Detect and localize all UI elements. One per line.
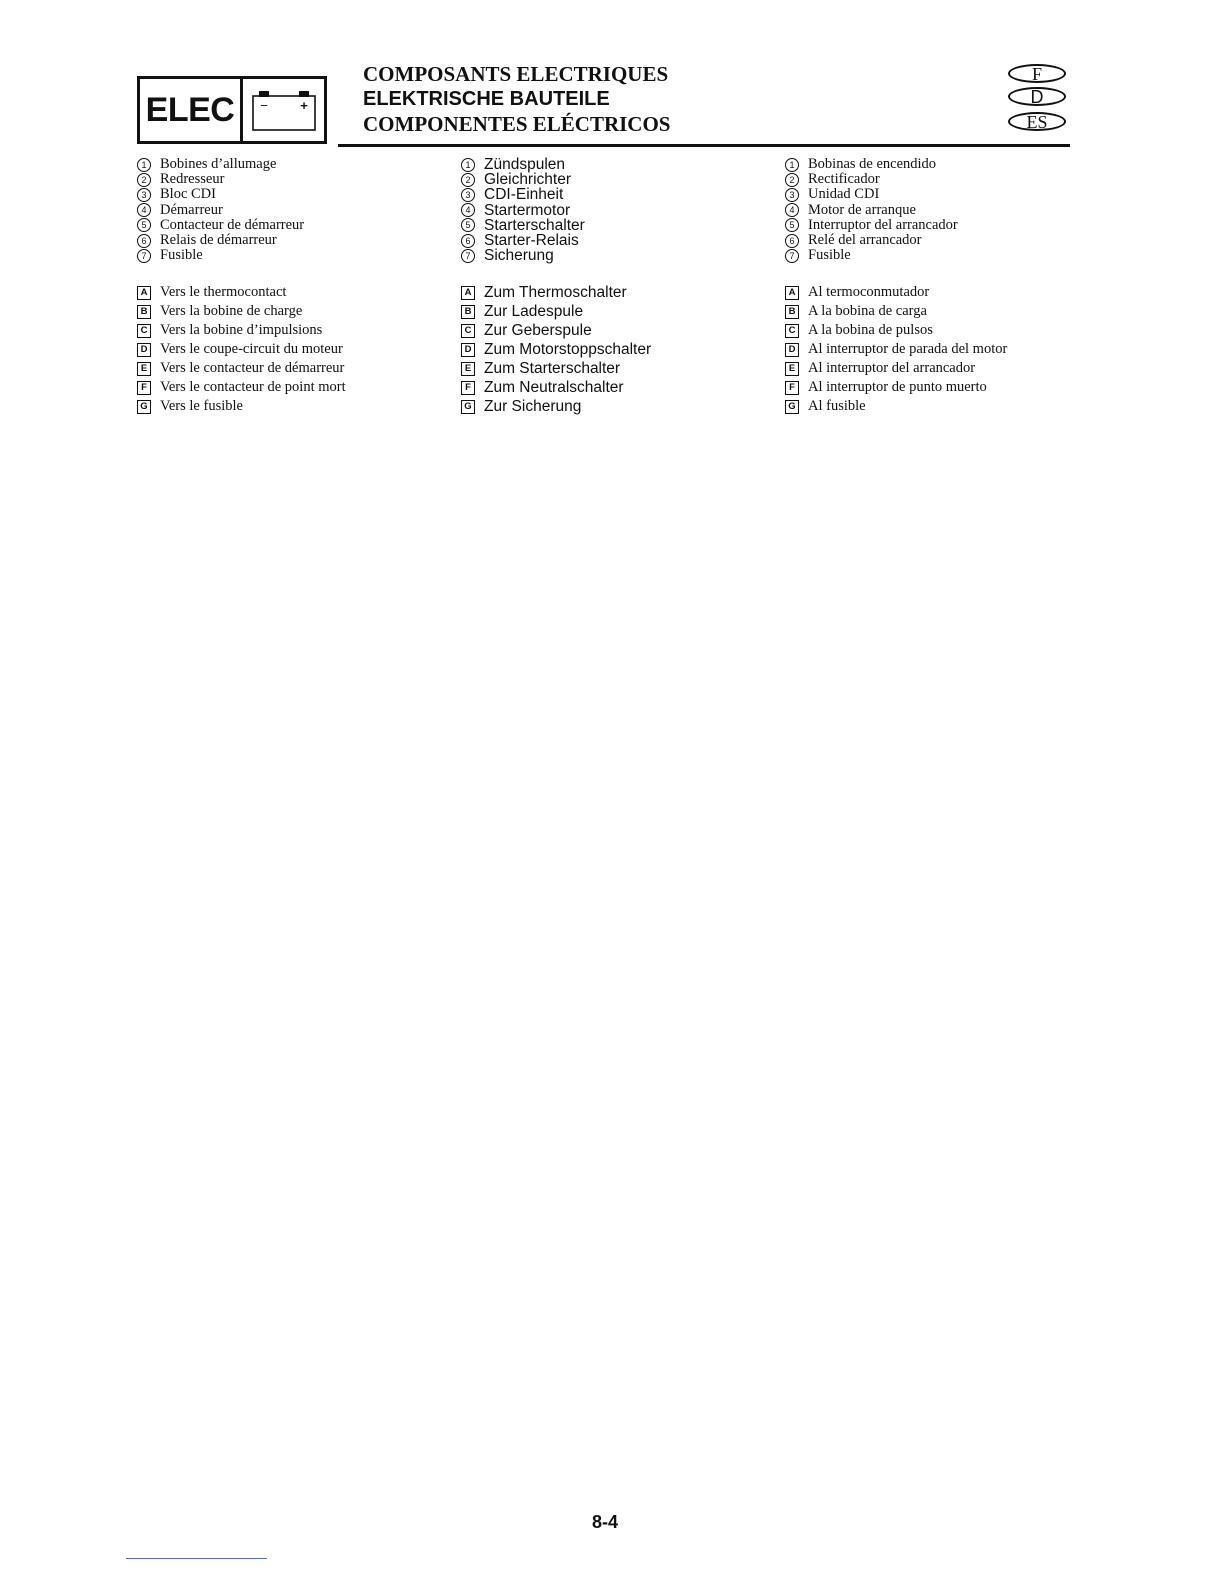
circled-number: 1 (137, 158, 151, 172)
list-item (137, 283, 346, 302)
boxed-letter: G (785, 400, 799, 414)
circled-number: 5 (461, 218, 475, 232)
list-item (785, 233, 958, 248)
list-item-text: Bobinas de encendido (808, 156, 937, 172)
page-title-spanish: COMPONENTES ELÉCTRICOS (363, 112, 671, 136)
circled-number: 1 (461, 158, 475, 172)
boxed-letter: F (137, 381, 151, 395)
list-item-text: A la bobina de carga (808, 303, 927, 319)
circled-number: 6 (137, 234, 151, 248)
footer-link-underline (126, 1558, 267, 1559)
list-item-text: Al fusible (808, 398, 866, 414)
connections-list (461, 283, 651, 416)
list-item (461, 378, 651, 397)
list-item-text: Al interruptor de punto muerto (808, 379, 987, 395)
list-item-text: Vers le coupe-circuit du moteur (160, 341, 343, 357)
list-item (137, 218, 304, 233)
circled-number: 3 (785, 188, 799, 202)
list-item-text: Al termoconmutador (808, 284, 930, 300)
list-item (461, 218, 585, 233)
boxed-letter: D (785, 343, 799, 357)
list-item-text: Bobines d’allumage (160, 156, 277, 172)
list-item (461, 172, 585, 187)
boxed-letter: C (461, 324, 475, 338)
list-item (137, 248, 304, 263)
boxed-letter: E (461, 362, 475, 376)
list-item-text: Unidad CDI (808, 186, 880, 203)
boxed-letter: B (137, 305, 151, 319)
header-divider (338, 144, 1070, 147)
list-item (137, 397, 346, 416)
boxed-letter: E (137, 362, 151, 376)
circled-number: 2 (137, 173, 151, 187)
circled-number: 7 (137, 249, 151, 263)
list-item (137, 378, 346, 397)
components-list (137, 157, 304, 263)
list-item-text: Relais de démarreur (160, 231, 277, 248)
circled-number: 6 (785, 234, 799, 248)
list-item (137, 233, 304, 248)
language-mark-german: D (1008, 87, 1066, 106)
circled-number: 2 (785, 173, 799, 187)
list-item-text: Zündspulen (484, 156, 566, 173)
page-number: 8-4 (591, 1512, 618, 1532)
list-item (785, 187, 958, 202)
list-item-text: Vers la bobine de charge (160, 303, 303, 319)
list-item (461, 233, 585, 248)
boxed-letter: F (461, 381, 475, 395)
circled-number: 4 (137, 203, 151, 217)
list-item (461, 397, 651, 416)
list-item-text: Fusible (808, 247, 851, 264)
list-item-text: Motor de arranque (808, 201, 916, 218)
components-list (461, 157, 585, 263)
list-item-text: Contacteur de démarreur (160, 216, 305, 233)
list-item (461, 187, 585, 202)
list-item (785, 218, 958, 233)
list-item-text: Starter-Relais (484, 231, 579, 249)
language-mark-french: F (1008, 64, 1066, 83)
list-item-text: A la bobina de pulsos (808, 322, 933, 338)
circled-number: 7 (461, 249, 475, 263)
list-item-text: Starterschalter (484, 216, 585, 234)
boxed-letter: B (461, 305, 475, 319)
circled-number: 5 (785, 218, 799, 232)
boxed-letter: D (461, 343, 475, 357)
boxed-letter: E (785, 362, 799, 376)
list-item (785, 302, 1007, 321)
list-item-text: Startermotor (484, 201, 571, 219)
list-item-text: Al interruptor del arrancador (808, 360, 976, 376)
circled-number: 7 (785, 249, 799, 263)
list-item-text: Zum Starterschalter (484, 360, 621, 377)
battery-plus-sign: + (299, 98, 308, 113)
boxed-letter: D (137, 343, 151, 357)
list-item-text: Zum Neutralschalter (484, 379, 624, 396)
list-item (137, 302, 346, 321)
list-item-text: Vers le thermocontact (160, 284, 287, 300)
list-item (785, 172, 958, 187)
list-item (461, 248, 585, 263)
boxed-letter: F (785, 381, 799, 395)
list-item-text: Zur Geberspule (484, 322, 592, 339)
list-item (461, 157, 585, 172)
list-item-text: Vers la bobine d’impulsions (160, 322, 323, 338)
boxed-letter: C (137, 324, 151, 338)
list-item-text: Rectificador (808, 171, 880, 188)
elec-badge-label: ELEC (140, 79, 243, 141)
list-item (461, 359, 651, 378)
list-item-text: Zur Sicherung (484, 398, 582, 415)
list-item (785, 340, 1007, 359)
list-item (137, 157, 304, 172)
list-item-text: Vers le contacteur de démarreur (160, 360, 345, 376)
language-mark-spanish: ES (1008, 112, 1066, 131)
list-item-text: Redresseur (160, 171, 225, 188)
list-item-text: Zum Thermoschalter (484, 284, 627, 301)
list-item-text: CDI-Einheit (484, 186, 564, 204)
list-item-text: Gleichrichter (484, 171, 571, 189)
list-item (137, 187, 304, 202)
list-item (785, 378, 1007, 397)
list-item (785, 397, 1007, 416)
circled-number: 3 (461, 188, 475, 202)
battery-icon (243, 79, 324, 141)
list-item-text: Zum Motorstoppschalter (484, 341, 652, 358)
list-item (785, 359, 1007, 378)
list-item (137, 321, 346, 340)
boxed-letter: B (785, 305, 799, 319)
circled-number: 2 (461, 173, 475, 187)
list-item-text: Zur Ladespule (484, 303, 584, 320)
boxed-letter: G (137, 400, 151, 414)
page-title-german: ELEKTRISCHE BAUTEILE (363, 88, 610, 110)
boxed-letter: C (785, 324, 799, 338)
circled-number: 6 (461, 234, 475, 248)
circled-number: 4 (785, 203, 799, 217)
list-item (785, 203, 958, 218)
list-item (785, 321, 1007, 340)
boxed-letter: A (461, 286, 475, 300)
list-item-text: Vers le fusible (160, 398, 243, 414)
list-item (785, 248, 958, 263)
list-item (137, 172, 304, 187)
list-item (461, 283, 651, 302)
battery-minus-sign: − (259, 98, 268, 113)
circled-number: 4 (461, 203, 475, 217)
list-item (785, 157, 958, 172)
list-item (461, 340, 651, 359)
circled-number: 5 (137, 218, 151, 232)
boxed-letter: A (137, 286, 151, 300)
list-item (137, 359, 346, 378)
list-item-text: Relé del arrancador (808, 231, 922, 248)
elec-section-badge (137, 76, 327, 144)
list-item-text: Fusible (160, 247, 203, 264)
components-list (785, 157, 958, 263)
list-item (137, 203, 304, 218)
list-item-text: Interruptor del arrancador (808, 216, 958, 233)
connections-list (137, 283, 346, 416)
circled-number: 3 (137, 188, 151, 202)
list-item (461, 302, 651, 321)
list-item (461, 203, 585, 218)
list-item-text: Vers le contacteur de point mort (160, 379, 346, 395)
boxed-letter: G (461, 400, 475, 414)
list-item-text: Al interruptor de parada del motor (808, 341, 1008, 357)
boxed-letter: A (785, 286, 799, 300)
list-item-text: Démarreur (160, 201, 223, 218)
list-item (785, 283, 1007, 302)
list-item (461, 321, 651, 340)
list-item-text: Sicherung (484, 247, 554, 265)
list-item-text: Bloc CDI (160, 186, 216, 203)
page-title-french: COMPOSANTS ELECTRIQUES (363, 62, 669, 86)
list-item (137, 340, 346, 359)
circled-number: 1 (785, 158, 799, 172)
connections-list (785, 283, 1007, 416)
